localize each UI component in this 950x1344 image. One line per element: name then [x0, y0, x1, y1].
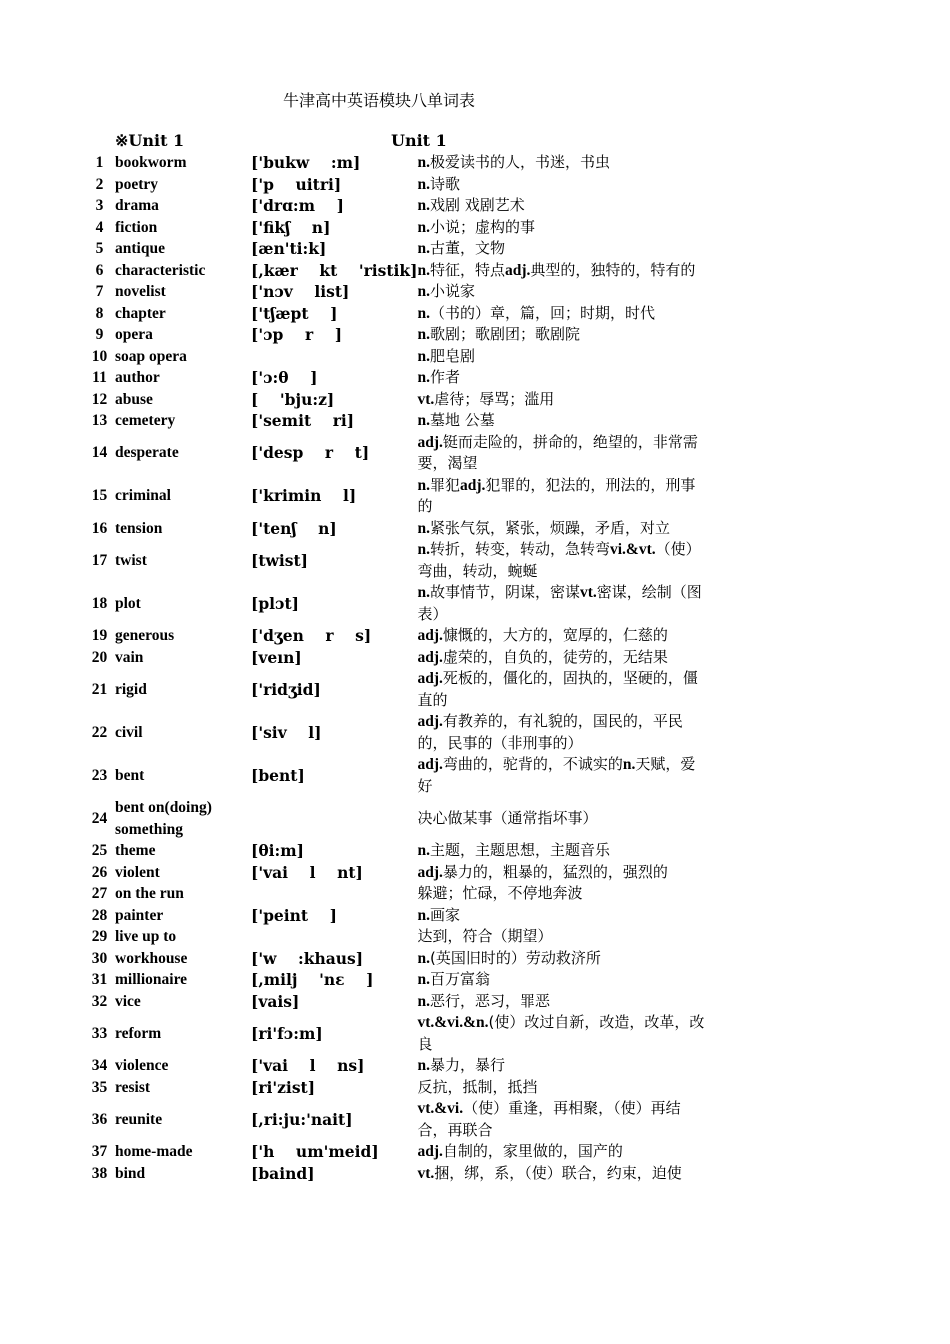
vocab-row	[84, 389, 707, 411]
definition-text: 天赋，爱好	[417, 755, 696, 795]
entry-number: 18	[91, 594, 108, 612]
part-of-speech: n.	[417, 261, 430, 279]
definition-text: 极爱读书的人，书迷，书虫	[429, 153, 610, 171]
part-of-speech: n.	[417, 347, 430, 365]
entry-number: 1	[95, 154, 104, 171]
entry-meaning	[417, 926, 707, 948]
entry-pronunciation: ['p uitri]	[251, 174, 342, 194]
entry-pronunciation: ['tenʃ n]	[251, 518, 337, 538]
definition-text: (使）改过自新，改造，改革，改良	[417, 1013, 705, 1053]
part-of-speech: adj.	[459, 476, 486, 494]
entry-meaning	[417, 883, 707, 905]
vocab-row	[84, 883, 707, 905]
entry-meaning	[417, 840, 707, 862]
part-of-speech: n.	[622, 756, 636, 773]
vocabulary-table-body	[84, 152, 707, 1184]
entry-meaning	[417, 217, 707, 239]
entry-pronunciation: ['siv l]	[251, 722, 322, 742]
entry-number: 31	[91, 971, 108, 988]
definition-text: 犯罪的，犯法的，刑法的，刑事的	[417, 475, 696, 515]
entry-meaning	[417, 475, 707, 518]
entry-word: plot	[115, 594, 141, 612]
vocab-row	[84, 539, 707, 582]
definition-text: 躲避；忙碌，不停地奔波	[417, 884, 583, 902]
definition-text: (英国旧时的）劳动救济所	[429, 948, 601, 967]
entry-word: bookworm	[115, 154, 187, 171]
entry-meaning	[417, 1055, 707, 1077]
entry-pronunciation: ['h um'meid]	[251, 1142, 379, 1161]
part-of-speech: adj.	[417, 648, 443, 666]
definition-text: 密谋，绘制（图表）	[417, 583, 702, 623]
entry-pronunciation	[251, 883, 417, 905]
part-of-speech: adj.	[417, 670, 443, 687]
entry-word: millionaire	[115, 971, 188, 988]
vocab-row	[84, 754, 707, 797]
vocab-row	[84, 668, 707, 711]
entry-word: opera	[115, 326, 153, 343]
definition-text: 慷慨的，大方的，宽厚的，仁慈的	[442, 626, 668, 644]
entry-number: 27	[91, 885, 108, 902]
entry-pronunciation: [ 'bju:z]	[251, 389, 335, 409]
entry-pronunciation: ['fikʃ n]	[251, 217, 331, 237]
entry-pronunciation: [,kær kt 'ristik]	[251, 260, 418, 280]
entry-pronunciation: ['vai l nt]	[251, 862, 363, 882]
entry-number: 30	[91, 949, 108, 967]
entry-meaning	[417, 969, 707, 991]
entry-word: violent	[115, 863, 160, 881]
entry-meaning	[417, 238, 707, 260]
entry-number: 11	[92, 369, 107, 386]
entry-meaning	[417, 948, 707, 970]
part-of-speech: vi.&vt.	[609, 541, 656, 558]
entry-number: 34	[91, 1057, 108, 1074]
entry-word: poetry	[115, 175, 159, 193]
vocab-row	[84, 281, 707, 303]
vocab-row	[84, 582, 707, 625]
part-of-speech: n.	[417, 971, 430, 988]
vocab-row	[84, 991, 707, 1013]
definition-text: 转折，转变，转动，急转弯	[429, 540, 610, 558]
entry-pronunciation	[251, 926, 417, 948]
vocab-row	[84, 152, 707, 174]
definition-text: 小说家	[429, 282, 475, 300]
definition-text: 有教养的，有礼貌的，国民的，平民的，民事的（非刑事的）	[417, 712, 683, 752]
entry-meaning	[417, 518, 707, 540]
vocab-row	[84, 346, 707, 368]
entry-word: on the run	[115, 885, 184, 902]
part-of-speech: adj.	[504, 261, 531, 279]
vocabulary-table	[84, 152, 707, 1184]
entry-meaning	[417, 303, 707, 325]
part-of-speech: adj.	[417, 713, 443, 730]
entry-word: home-made	[115, 1143, 193, 1160]
part-of-speech: n.	[417, 369, 430, 386]
entry-pronunciation: ['peint ]	[251, 905, 338, 925]
part-of-speech: n.	[417, 154, 430, 171]
definition-text: 弯曲的，驼背的，不诚实的	[442, 755, 623, 773]
entry-pronunciation	[251, 346, 417, 368]
vocab-row	[84, 647, 707, 669]
definition-text: 肥皂剧	[429, 346, 475, 365]
entry-meaning	[417, 195, 707, 217]
entry-pronunciation: [vais]	[251, 991, 300, 1011]
entry-number: 2	[95, 175, 104, 193]
entry-number: 12	[91, 390, 108, 408]
vocab-row	[84, 303, 707, 325]
entry-word: author	[115, 369, 160, 386]
definition-text: 恶行，恶习，罪恶	[429, 991, 550, 1010]
entry-pronunciation: ['vai l ns]	[251, 1056, 365, 1075]
vocab-row	[84, 518, 707, 540]
definition-text: （书的）章，篇，回；时期，时代	[429, 303, 655, 322]
part-of-speech: n.	[417, 992, 430, 1010]
entry-number: 6	[95, 261, 104, 279]
entry-meaning	[417, 389, 707, 411]
entry-word: soap opera	[115, 347, 187, 365]
entry-pronunciation: [,ri:ju:'nait]	[251, 1109, 353, 1129]
vocab-row	[84, 238, 707, 260]
part-of-speech: n.	[417, 197, 430, 214]
part-of-speech: n.	[417, 326, 430, 343]
entry-number: 15	[91, 487, 108, 505]
entry-meaning	[417, 174, 707, 196]
entry-pronunciation: ['dʒen r s]	[251, 626, 372, 645]
part-of-speech: n.	[417, 584, 430, 601]
part-of-speech: n.	[417, 1057, 430, 1074]
entry-number: 22	[91, 723, 108, 741]
part-of-speech: vt.&vi.	[417, 1100, 464, 1117]
entry-meaning	[417, 432, 707, 475]
vocab-row	[84, 711, 707, 754]
part-of-speech: vt.	[417, 390, 435, 408]
part-of-speech: n.	[417, 240, 430, 257]
vocab-row	[84, 1098, 707, 1141]
entry-meaning	[417, 324, 707, 346]
vocab-row	[84, 948, 707, 970]
entry-pronunciation: [bent]	[251, 765, 305, 785]
entry-number: 16	[91, 519, 108, 537]
vocab-row	[84, 1141, 707, 1163]
entry-meaning	[417, 1012, 707, 1055]
entry-meaning	[417, 625, 707, 647]
entry-number: 4	[95, 218, 104, 236]
entry-word: fiction	[115, 218, 158, 236]
vocab-row	[84, 410, 707, 432]
definition-text: 歌剧；歌剧团；歌剧院	[429, 325, 580, 343]
entry-meaning	[417, 711, 707, 754]
part-of-speech: n.	[417, 175, 430, 193]
entry-number: 28	[91, 906, 108, 924]
entry-pronunciation: ['semit ri]	[251, 411, 355, 430]
entry-word: characteristic	[115, 261, 206, 279]
entry-number: 14	[91, 444, 108, 462]
entry-word: cemetery	[115, 412, 176, 429]
entry-number: 29	[91, 928, 108, 945]
definition-text: 墓地 公墓	[429, 411, 495, 429]
entry-meaning	[417, 1141, 707, 1163]
part-of-speech: n.	[417, 283, 430, 300]
entry-word: civil	[115, 723, 143, 741]
entry-meaning	[417, 346, 707, 368]
entry-number: 32	[91, 992, 108, 1010]
entry-word: tension	[115, 519, 163, 537]
vocab-row	[84, 260, 707, 282]
definition-text: 古董，文物	[429, 239, 505, 257]
definition-text: 虚荣的，自负的，徒劳的，无结果	[442, 647, 668, 666]
entry-word: chapter	[115, 304, 166, 322]
entry-meaning	[417, 410, 707, 432]
entry-pronunciation: [veın]	[251, 647, 302, 667]
entry-meaning	[417, 260, 707, 282]
entry-pronunciation: ['ridʒid]	[251, 679, 321, 699]
entry-number: 24	[91, 809, 108, 827]
entry-pronunciation: ['ɔp r ]	[251, 325, 343, 344]
definition-text: （使）弯曲，转动，蜿蜒	[417, 540, 701, 580]
vocab-row	[84, 217, 707, 239]
definition-text: 达到，符合（期望）	[417, 927, 553, 945]
vocab-row	[84, 1012, 707, 1055]
definition-text: 戏剧 戏剧艺术	[429, 196, 525, 214]
entry-number: 26	[91, 863, 108, 881]
meaning-column-header: Unit 1	[391, 131, 447, 150]
definition-text: 反抗，抵制，抵挡	[417, 1077, 538, 1096]
page-title: 牛津高中英语模块八单词表	[283, 91, 476, 110]
entry-meaning	[417, 754, 707, 797]
entry-meaning	[417, 797, 707, 840]
vocab-row	[84, 926, 707, 948]
part-of-speech: adj.	[417, 756, 443, 773]
definition-text: 铤而走险的，拼命的，绝望的，非常需要，渴望	[417, 432, 698, 472]
entry-pronunciation: [,milj 'nɛ ]	[251, 970, 374, 989]
part-of-speech: adj.	[417, 1143, 443, 1160]
definition-text: 暴力的，粗暴的，猛烈的，强烈的	[442, 862, 668, 881]
definition-text: 故事情节，阴谋，密谋	[429, 583, 580, 601]
vocab-row	[84, 324, 707, 346]
entry-meaning	[417, 367, 707, 389]
entry-meaning	[417, 539, 707, 582]
entry-pronunciation: [æn'ti:k]	[251, 239, 327, 258]
part-of-speech: adj.	[417, 627, 443, 644]
entry-number: 19	[91, 627, 108, 644]
definition-text: 自制的，家里做的，国产的	[442, 1142, 623, 1160]
part-of-speech: vt.&vi.&n.	[417, 1014, 489, 1031]
entry-word: antique	[115, 240, 165, 257]
vocab-row	[84, 195, 707, 217]
definition-text: 小说；虚构的事	[429, 217, 535, 236]
entry-word: abuse	[115, 390, 153, 408]
entry-number: 33	[91, 1024, 108, 1042]
entry-pronunciation: ['drɑ:m ]	[251, 196, 344, 215]
entry-word: drama	[115, 197, 159, 214]
entry-word: violence	[115, 1057, 169, 1074]
entry-pronunciation: ['krimin l]	[251, 486, 357, 506]
entry-number: 10	[91, 347, 108, 365]
entry-number: 13	[91, 412, 108, 429]
entry-number: 8	[95, 304, 104, 322]
entry-number: 5	[95, 240, 104, 257]
vocab-row	[84, 174, 707, 196]
vocab-row	[84, 797, 707, 840]
entry-number: 9	[95, 326, 104, 343]
vocab-row	[84, 625, 707, 647]
entry-meaning	[417, 1077, 707, 1099]
definition-text: 虐待；辱骂；滥用	[434, 389, 555, 408]
entry-pronunciation: ['nɔv list]	[251, 282, 350, 301]
entry-word: bent	[115, 766, 145, 784]
vocab-row	[84, 367, 707, 389]
entry-pronunciation: ['tʃæpt ]	[251, 303, 338, 323]
definition-text: （使）重逢，再相聚，（使）再结合，再联合	[417, 1099, 681, 1139]
entry-pronunciation	[251, 797, 417, 840]
vocab-row	[84, 862, 707, 884]
part-of-speech: n.	[417, 906, 430, 924]
entry-number: 36	[91, 1110, 108, 1128]
definition-text: 决心做某事（通常指坏事）	[417, 808, 598, 827]
entry-meaning	[417, 1163, 707, 1185]
entry-pronunciation: ['bukw :m]	[251, 153, 361, 172]
entry-number: 37	[91, 1143, 108, 1160]
vocab-row	[84, 905, 707, 927]
definition-text: 典型的，独特的，特有的	[530, 260, 696, 279]
entry-word: theme	[115, 842, 156, 859]
definition-text: 捆，绑，系，（使）联合，约束，迫使	[434, 1163, 682, 1182]
entry-pronunciation: ['w :khaus]	[251, 948, 364, 968]
entry-meaning	[417, 281, 707, 303]
definition-text: 暴力，暴行	[429, 1056, 505, 1074]
entry-word: reform	[115, 1024, 162, 1042]
definition-text: 主题，主题思想，主题音乐	[429, 841, 610, 859]
entry-meaning	[417, 905, 707, 927]
definition-text: 紧张气氛，紧张，烦躁，矛盾，对立	[429, 518, 670, 537]
entry-pronunciation: [ri'fɔ:m]	[251, 1023, 323, 1043]
entry-word: criminal	[115, 487, 171, 505]
entry-word: novelist	[115, 283, 166, 300]
vocab-row	[84, 432, 707, 475]
entry-pronunciation: [plɔt]	[251, 593, 299, 613]
entry-number: 17	[91, 551, 108, 569]
entry-pronunciation: [θi:m]	[251, 841, 305, 860]
entry-word: reunite	[115, 1110, 163, 1128]
entry-number: 25	[91, 842, 108, 859]
entry-meaning	[417, 862, 707, 884]
entry-word: workhouse	[115, 949, 188, 967]
definition-text: 百万富翁	[429, 970, 490, 988]
part-of-speech: n.	[417, 949, 430, 967]
entry-word: rigid	[115, 680, 147, 698]
entry-pronunciation: [twist]	[251, 550, 308, 570]
entry-pronunciation: ['desp r t]	[251, 443, 370, 463]
entry-number: 38	[91, 1164, 108, 1182]
part-of-speech: n.	[417, 842, 430, 859]
entry-number: 21	[91, 680, 108, 698]
part-of-speech: vt.	[417, 1164, 435, 1182]
part-of-speech: n.	[417, 218, 430, 236]
part-of-speech: n.	[417, 519, 430, 537]
entry-word: live up to	[115, 928, 177, 945]
entry-pronunciation: [ri'zist]	[251, 1077, 316, 1097]
definition-text: 死板的，僵化的，固执的，坚硬的，僵直的	[417, 669, 698, 709]
entry-number: 23	[91, 766, 108, 784]
entry-number: 35	[91, 1078, 108, 1096]
entry-number: 7	[95, 283, 104, 300]
entry-word: generous	[115, 627, 175, 644]
entry-meaning	[417, 152, 707, 174]
part-of-speech: adj.	[417, 433, 443, 451]
entry-word: resist	[115, 1078, 151, 1096]
entry-word: desperate	[115, 444, 179, 462]
vocab-row	[84, 475, 707, 518]
vocab-row	[84, 969, 707, 991]
part-of-speech: n.	[417, 541, 430, 558]
entry-meaning	[417, 991, 707, 1013]
entry-word: painter	[115, 906, 164, 924]
vocab-row	[84, 1055, 707, 1077]
entry-number: 20	[91, 648, 108, 666]
entry-word: bent on(doing) something	[115, 799, 212, 838]
word-column-header: ※Unit 1	[115, 131, 185, 150]
definition-text: 罪犯	[429, 475, 460, 494]
entry-pronunciation: ['ɔ:θ ]	[251, 368, 318, 387]
definition-text: 画家	[429, 905, 460, 924]
part-of-speech: n.	[417, 412, 430, 429]
definition-text: 特征，特点	[429, 260, 505, 279]
part-of-speech: adj.	[417, 863, 443, 881]
entry-word: vain	[115, 648, 144, 666]
vocab-row	[84, 1163, 707, 1185]
entry-meaning	[417, 668, 707, 711]
entry-meaning	[417, 647, 707, 669]
entry-number: 3	[95, 197, 104, 214]
part-of-speech: n.	[417, 304, 430, 322]
definition-text: 诗歌	[429, 174, 460, 193]
part-of-speech: vt.	[579, 584, 597, 601]
entry-meaning	[417, 1098, 707, 1141]
entry-pronunciation: [baind]	[251, 1163, 315, 1183]
entry-word: vice	[115, 992, 141, 1010]
entry-word: bind	[115, 1164, 146, 1182]
vocab-row	[84, 1077, 707, 1099]
vocab-row	[84, 840, 707, 862]
entry-meaning	[417, 582, 707, 625]
part-of-speech: n.	[417, 476, 430, 494]
entry-word: twist	[115, 551, 147, 569]
definition-text: 作者	[429, 368, 460, 386]
